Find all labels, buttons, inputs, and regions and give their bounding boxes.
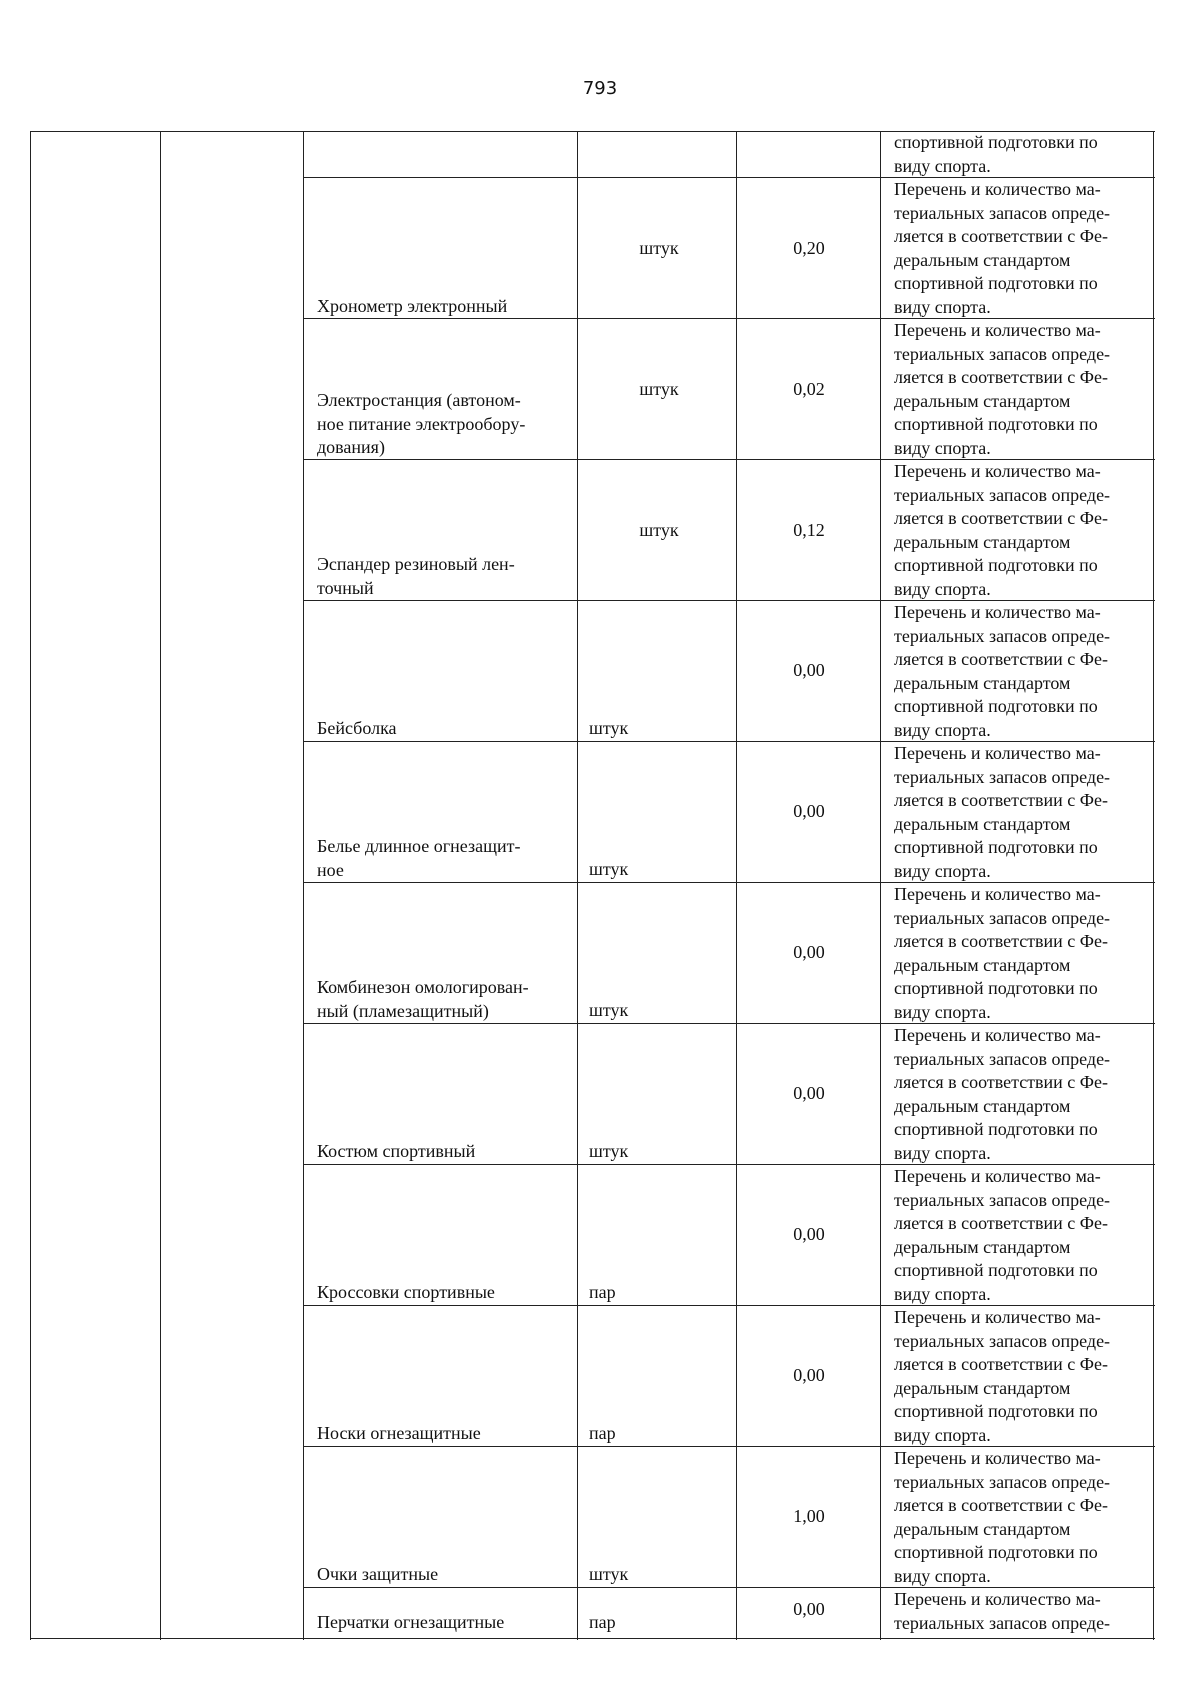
- item-note: Перечень и количество ма- териальных запасов опреде- ляется в соответствии с Фе- деральным стандартом спортивной подготовки по виду спорта.: [894, 1025, 1111, 1163]
- item-note: Перечень и количество ма- териальных запасов опреде-: [894, 1589, 1111, 1633]
- item-name: Кроссовки спортивные: [317, 1282, 495, 1302]
- column-divider: [736, 131, 737, 1640]
- item-unit: штук: [639, 238, 679, 258]
- item-name: Комбинезон омологирован- ный (пламезащитный): [317, 977, 529, 1021]
- item-qty: 1,00: [793, 1506, 825, 1526]
- item-name: Носки огнезащитные: [317, 1423, 481, 1443]
- item-qty: 0,02: [793, 379, 825, 399]
- item-qty: 0,12: [793, 520, 825, 540]
- item-qty: 0,00: [793, 1083, 825, 1103]
- item-unit: пар: [589, 1612, 616, 1632]
- note-cell-continued: спортивной подготовки по виду спорта.: [894, 132, 1098, 176]
- item-unit: штук: [589, 1141, 629, 1161]
- column-divider: [160, 131, 161, 1640]
- column-divider: [880, 131, 881, 1640]
- item-name: Хронометр электронный: [317, 296, 508, 316]
- item-unit: пар: [589, 1282, 616, 1302]
- item-qty: 0,00: [793, 801, 825, 821]
- item-qty: 0,20: [793, 238, 825, 258]
- item-qty: 0,00: [793, 942, 825, 962]
- page-number: 793: [582, 78, 618, 99]
- item-name: Эспандер резиновый лен- точный: [317, 554, 515, 598]
- item-qty: 0,00: [793, 660, 825, 680]
- table-border-left: [30, 131, 31, 1640]
- item-note: Перечень и количество ма- териальных запасов опреде- ляется в соответствии с Фе- деральным стандартом спортивной подготовки по виду спорта.: [894, 884, 1111, 1022]
- item-name: Костюм спортивный: [317, 1141, 476, 1161]
- table-border-right: [1153, 131, 1154, 1640]
- item-name: Бейсболка: [317, 718, 397, 738]
- item-note: Перечень и количество ма- териальных запасов опреде- ляется в соответствии с Фе- деральным стандартом спортивной подготовки по виду спорта.: [894, 1307, 1111, 1445]
- item-unit: пар: [589, 1423, 616, 1443]
- item-unit: штук: [589, 1000, 629, 1020]
- column-divider: [303, 131, 304, 1640]
- item-name: Белье длинное огнезащит- ное: [317, 836, 521, 880]
- item-note: Перечень и количество ма- териальных запасов опреде- ляется в соответствии с Фе- деральным стандартом спортивной подготовки по виду спорта.: [894, 602, 1111, 740]
- table-border-bottom: [30, 1638, 1155, 1639]
- column-divider: [577, 131, 578, 1640]
- item-note: Перечень и количество ма- териальных запасов опреде- ляется в соответствии с Фе- деральным стандартом спортивной подготовки по виду спорта.: [894, 320, 1111, 458]
- item-qty: 0,00: [793, 1224, 825, 1244]
- item-note: Перечень и количество ма- териальных запасов опреде- ляется в соответствии с Фе- деральным стандартом спортивной подготовки по виду спорта.: [894, 1448, 1111, 1586]
- item-note: Перечень и количество ма- териальных запасов опреде- ляется в соответствии с Фе- деральным стандартом спортивной подготовки по виду спорта.: [894, 179, 1111, 317]
- item-name: Электростанция (автоном- ное питание электрообору- дования): [317, 390, 526, 457]
- item-qty: 0,00: [793, 1365, 825, 1385]
- item-unit: штук: [589, 1564, 629, 1584]
- item-qty: 0,00: [793, 1599, 825, 1619]
- item-unit: штук: [589, 718, 629, 738]
- equipment-table: [30, 131, 1155, 1640]
- item-unit: штук: [639, 520, 679, 540]
- item-unit: штук: [589, 859, 629, 879]
- item-name: Перчатки огнезащитные: [317, 1612, 505, 1632]
- item-note: Перечень и количество ма- териальных запасов опреде- ляется в соответствии с Фе- деральным стандартом спортивной подготовки по виду спорта.: [894, 461, 1111, 599]
- item-unit: штук: [639, 379, 679, 399]
- item-name: Очки защитные: [317, 1564, 439, 1584]
- item-note: Перечень и количество ма- териальных запасов опреде- ляется в соответствии с Фе- деральным стандартом спортивной подготовки по виду спорта.: [894, 1166, 1111, 1304]
- item-note: Перечень и количество ма- териальных запасов опреде- ляется в соответствии с Фе- деральным стандартом спортивной подготовки по виду спорта.: [894, 743, 1111, 881]
